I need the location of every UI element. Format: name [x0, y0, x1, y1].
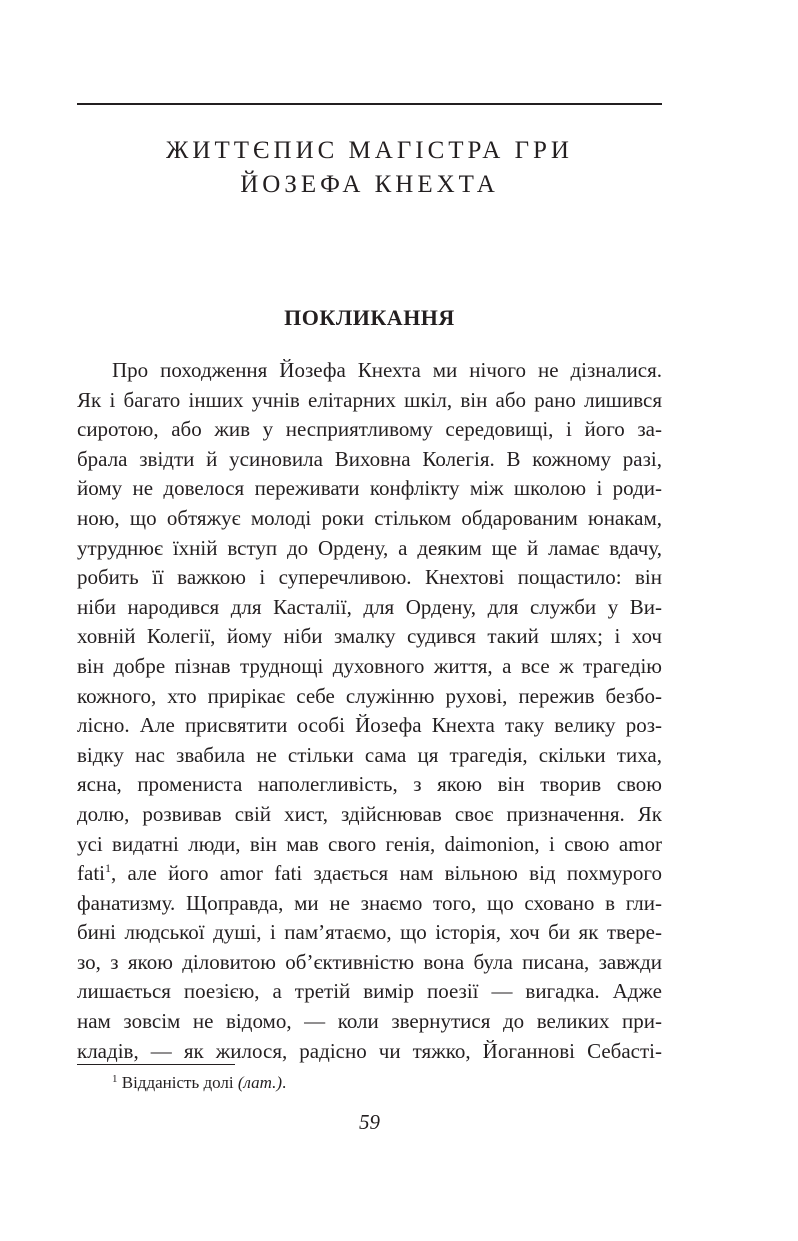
body-line: зо, з якою діловитою об’єктивністю вона була писана, завжди — [77, 949, 662, 974]
body-line: лісно. Але присвятити особі Йозефа Кнехта таку велику роз- — [77, 713, 662, 738]
book-title — [77, 134, 662, 202]
body-line: робить її важкою і суперечливою. Кнехтові пощастило: він — [77, 565, 662, 590]
footnote-mark: 1 — [112, 1073, 118, 1085]
book-title-line-1: ЖИТТЄПИС МАГІСТРА ГРИ — [166, 137, 573, 164]
footnote — [112, 1072, 286, 1094]
body-line: ніби народився для Касталії, для Ордену, для служби у Ви- — [77, 594, 662, 619]
footnote-language: (лат.) — [237, 1073, 283, 1092]
body-line: ховній Колегії, йому ніби змалку судився такий шлях; і хоч — [77, 624, 662, 649]
body-line: нам зовсім не відомо, — коли звернутися до великих при- — [77, 1009, 662, 1034]
body-line: він добре пізнав труднощі духовного життя, а все ж трагедію — [77, 653, 662, 678]
body-line: кладів, — як жилося, радісно чи тяжко, Йоганнові Себасті- — [77, 1038, 662, 1063]
body-line: Як і багато інших учнів елітарних шкіл, він або рано лишився — [77, 387, 662, 412]
body-line: лишається поезією, а третій вимір поезії — вигадка. Адже — [77, 979, 662, 1004]
body-line: бині людської душі, і пам’ятаємо, що історія, хоч би як твере- — [77, 920, 662, 945]
body-line: усі видатні люди, він мав свого генія, daimonion, і свою amor — [77, 831, 662, 856]
footnote-separator — [77, 1064, 235, 1065]
body-line-with-footnote — [77, 859, 662, 889]
body-line: Про походження Йозефа Кнехта ми нічого не дізналися. — [112, 358, 662, 382]
book-title-line-2: ЙОЗЕФА КНЕХТА — [240, 171, 499, 198]
chapter-title: ПОКЛИКАННЯ — [284, 305, 455, 330]
body-text — [77, 356, 662, 1066]
body-line: кожного, хто прирікає себе служінню рухові, пережив безбо- — [77, 683, 662, 708]
body-line: утруднює їхній вступ до Ордену, а деяким ще й ламає вдачу, — [77, 535, 662, 560]
body-line: сиротою, або жив у несприятливому середовищі, і його за- — [77, 417, 662, 442]
body-line: ною, що обтяжує молоді роки стільком обдарованим юнакам, — [77, 505, 662, 530]
header-rule — [77, 103, 662, 105]
body-line-rest: , але його amor fati здається нам вільною від похмурого — [110, 861, 662, 886]
footnote-text: Відданість долі — [117, 1073, 238, 1092]
footnote-end: . — [282, 1073, 287, 1092]
body-line: ясна, промениста наполегливість, з якою він творив свою — [77, 772, 662, 797]
body-line: відку нас звабила не стільки сама ця трагедія, скільки тиха, — [77, 742, 662, 767]
body-line: брала звідти й усиновила Виховна Колегія. В кожному разі, — [77, 446, 662, 471]
footnote-reference: 1 — [104, 861, 111, 876]
body-line: йому не довелося переживати конфлікту між школою і роди- — [77, 476, 662, 501]
body-line: долю, розвивав свій хист, здійснював своє призначення. Як — [77, 801, 662, 826]
body-line-start: fati — [77, 861, 105, 886]
page-number: 59 — [359, 1110, 380, 1134]
body-line: фанатизму. Щоправда, ми не знаємо того, що сховано в гли- — [77, 890, 662, 915]
